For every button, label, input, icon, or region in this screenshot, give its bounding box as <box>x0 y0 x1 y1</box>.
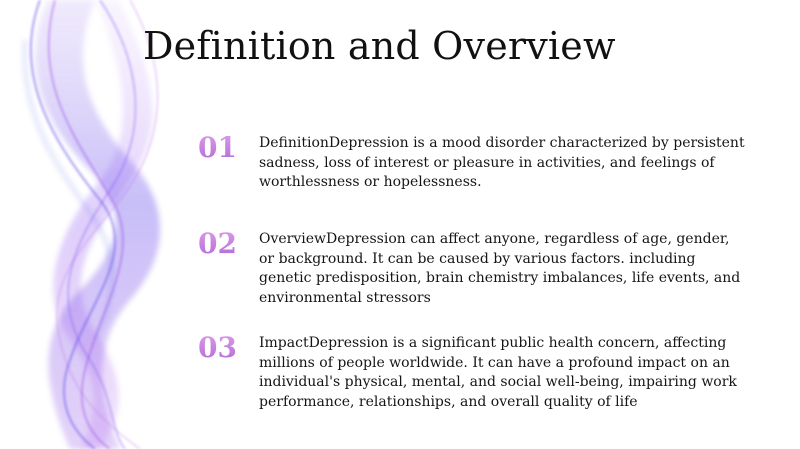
item-number: 03 <box>198 331 237 364</box>
item-number: 01 <box>198 131 237 164</box>
item-text: OverviewDepression can affect anyone, regardless of age, gender, or background. It can be caused by various factors. including genetic predisposition, brain chemistry imbalances, life events, and environmental stressors <box>259 231 741 306</box>
item-number: 02 <box>198 227 237 260</box>
item-text: ImpactDepression is a significant public health concern, affecting millions of people worldwide. It can have a profound impact on an individual's physical, mental, and social well-being, impairing work performance, relationships, and overall quality of life <box>259 335 737 410</box>
item-text: DefinitionDepression is a mood disorder characterized by persistent sadness, loss of interest or pleasure in activities, and feelings of worthlessness or hopelessness. <box>259 135 745 190</box>
slide-title: Definition and Overview <box>143 24 616 68</box>
